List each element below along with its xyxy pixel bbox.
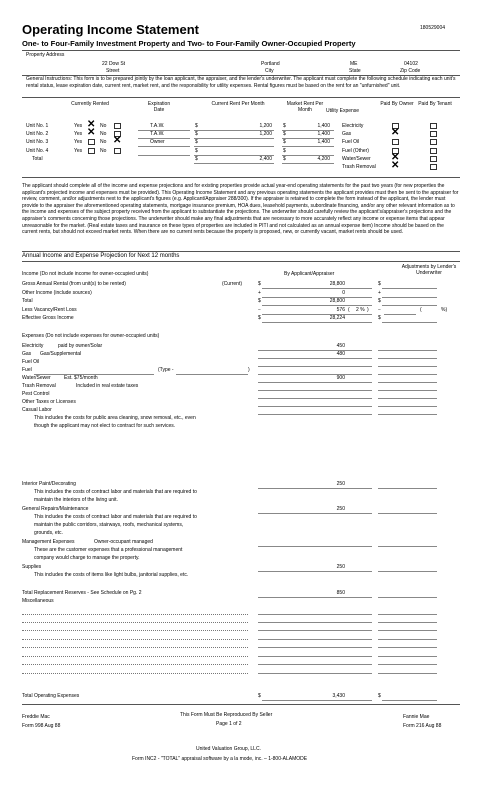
- no-checkbox-checked[interactable]: ✕: [113, 135, 122, 146]
- expense-label: Trash Removal: [22, 383, 56, 389]
- utility-electricity: Electricity: [342, 123, 364, 129]
- reserves-value[interactable]: 850: [336, 590, 345, 596]
- notice-paragraph: The applicant should complete all of the income and expense projections and for existing properties provide actual year-end operating statements for the past two years (for new properties the applicant's projected income and expenses must be provided). This Operating Income Statement and any previous operating statements the applicant provides must then be sent to the appraiser for review, comment, and/or adjustments next to the applicant's figures (e.g. Applicant/Appraiser 288/300). If the appraiser is retained to complete the form instead of the applicant, the lender must provide to the appraiser the aforementioned operating statements, mortgage insurance premium, HOA dues, leasehold payments, subordinate financing, and/or any other relevant information as to the income and expenses of the subject property received from the applicant to substantiate the projections. The underwriter should carefully review the applicant's/appraiser's projections and the appraiser's comments concerning those projections. The underwriter should make any final adjustments that are necessary to more accurately reflect any income or expense items that appear unreasonable for the market. (Real estate taxes and insurance on these types of properties are included in PITI and not calculated as an annual expense item) Income should be based on the current rents, but should not exceed market rents. When there are no current rents because the property is proposed, new, or currently vacant, market rents should be used.: [22, 183, 459, 236]
- gross-rental-value[interactable]: 28,800: [329, 281, 345, 287]
- city-label: City: [265, 68, 274, 74]
- no-checkbox[interactable]: [114, 123, 121, 129]
- management-note[interactable]: Owner-occupant managed: [94, 539, 153, 545]
- paren-open: (: [420, 307, 422, 313]
- dollar-sign: $: [195, 123, 198, 129]
- income-header: Income (Do not include income for owner-occupied units): [22, 271, 149, 277]
- gross-rental-label: Gross Annual Rental (from unit(s) to be rented): [22, 281, 126, 287]
- other-income-label: Other Income (include sources): [22, 290, 92, 296]
- expense-label: Fuel Oil: [22, 359, 40, 365]
- dollar-sign: $: [378, 281, 381, 287]
- expense-label: Casual Labor: [22, 407, 52, 413]
- interior-label: Interior Paint/Decorating: [22, 481, 76, 487]
- owner-checkbox[interactable]: [392, 139, 399, 145]
- yes-label: Yes: [74, 148, 83, 154]
- no-label: No: [100, 139, 107, 145]
- management-label: Management Expenses: [22, 539, 75, 545]
- total-opex-value[interactable]: 3,430: [332, 693, 345, 699]
- dollar-sign: $: [195, 131, 198, 137]
- expiration-value[interactable]: T.A.W.: [150, 123, 165, 129]
- tenant-checkbox[interactable]: [430, 156, 437, 162]
- repairs-description: maintain the public corridors, stairways, roofs, mechanical systems,: [34, 522, 184, 528]
- interior-description: maintain the interiors of the living unit.: [34, 497, 118, 503]
- minus-sign: −: [378, 307, 381, 313]
- casual-labor-description: though the applicant may not elect to contract for such services.: [34, 423, 176, 429]
- percent-close: %): [441, 307, 448, 313]
- street-label: Street: [106, 68, 120, 74]
- total-opex-label: Total Operating Expenses: [22, 693, 80, 699]
- egi-value[interactable]: 28,224: [329, 315, 345, 321]
- owner-checkbox-checked[interactable]: ✕: [391, 127, 400, 138]
- yes-label: Yes: [74, 131, 83, 137]
- applicant-header: By Applicant/Appraiser: [284, 271, 335, 277]
- repairs-value[interactable]: 250: [336, 506, 345, 512]
- no-label: No: [100, 148, 107, 154]
- fuel-type-close: ): [248, 367, 250, 373]
- page-title: Operating Income Statement: [22, 22, 199, 37]
- dollar-sign: $: [258, 315, 261, 321]
- repairs-description: This includes the costs of contract labor and materials that are required to: [34, 514, 197, 520]
- expiration-value[interactable]: T.A.W.: [150, 131, 165, 137]
- expense-note[interactable]: Included in real estate taxes: [76, 383, 139, 389]
- header-paid-tenant: Paid By Tenant: [418, 101, 452, 107]
- zip-value[interactable]: 04102: [404, 61, 418, 67]
- casual-labor-description: This includes the costs for public area cleaning, snow removal, etc., even: [34, 415, 196, 421]
- vendor-software: Form INC2 - "TOTAL" appraisal software by a la mode, inc. – 1-800-ALAMODE: [132, 756, 308, 762]
- header-paid-owner: Paid By Owner: [380, 101, 414, 107]
- yes-checkbox[interactable]: [88, 148, 95, 154]
- header-rented: Currently Rented: [71, 101, 109, 107]
- footer-page: Page 1 of 2: [216, 721, 242, 727]
- interior-description: This includes the costs of contract labor and materials that are required to: [34, 489, 197, 495]
- total-label: Total: [32, 156, 43, 162]
- yes-label: Yes: [74, 139, 83, 145]
- expense-label: Electricity: [22, 343, 44, 349]
- repairs-label: General Repairs/Maintenance: [22, 506, 89, 512]
- utility-fuel-oil: Fuel Oil: [342, 139, 360, 145]
- expense-value[interactable]: 450: [336, 343, 345, 349]
- dollar-sign: $: [195, 156, 198, 162]
- footer-reproduce: This Form Must Be Reproduced By Seller: [180, 712, 273, 718]
- expense-label: Pest Control: [22, 391, 50, 397]
- misc-label: Miscellaneous: [22, 598, 54, 604]
- expense-label: Gas: [22, 351, 32, 357]
- paren-close-pct: ): [367, 307, 369, 313]
- footer-freddie-form: Form 998 Aug 88: [22, 723, 61, 729]
- expense-label: Fuel: [22, 367, 32, 373]
- page-subtitle: One- to Four-Family Investment Property and Two- to Four-Family Owner-Occupied Property: [22, 39, 356, 48]
- tenant-checkbox[interactable]: [430, 164, 437, 170]
- interior-value[interactable]: 250: [336, 481, 345, 487]
- vacancy-label: Less Vacancy/Rent Loss: [22, 307, 77, 313]
- expense-label: Other Taxes or Licenses: [22, 399, 76, 405]
- dollar-sign: $: [283, 156, 286, 162]
- dollar-sign: $: [283, 139, 286, 145]
- total-current-rent[interactable]: 2,400: [259, 156, 272, 162]
- repairs-description: grounds, etc.: [34, 530, 63, 536]
- expiration-value[interactable]: Owner: [150, 139, 165, 145]
- yes-checkbox-checked[interactable]: ✕: [87, 119, 96, 130]
- state-value[interactable]: ME: [350, 61, 358, 67]
- unit-label: Unit No. 2: [26, 131, 49, 137]
- dollar-sign: $: [283, 123, 286, 129]
- footer-fannie-form: Form 216 Aug 88: [403, 723, 442, 729]
- expense-label: Water/Sewer: [22, 375, 51, 381]
- yes-label: Yes: [74, 123, 83, 129]
- street-value[interactable]: 22 Dow St: [102, 61, 126, 67]
- current-rent-value[interactable]: 1,200: [259, 131, 272, 137]
- yes-checkbox[interactable]: [88, 139, 95, 145]
- dollar-sign: $: [378, 693, 381, 699]
- expense-value[interactable]: 900: [336, 375, 345, 381]
- no-checkbox[interactable]: [114, 148, 121, 154]
- header-current-rent: Current Rent Per Month: [211, 101, 265, 107]
- management-description: company would charge to manage the property.: [34, 555, 140, 561]
- dollar-sign: $: [195, 139, 198, 145]
- vacancy-value[interactable]: 576: [336, 307, 345, 313]
- footer-fannie: Fannie Mae: [403, 714, 430, 720]
- zip-label: Zip Code: [400, 68, 421, 74]
- expense-note[interactable]: paid by owner/Solar: [58, 343, 103, 349]
- owner-checkbox-checked[interactable]: ✕: [391, 160, 400, 171]
- supplies-description: This includes the costs of items like light bulbs, janitorial supplies, etc.: [34, 572, 189, 578]
- tenant-checkbox[interactable]: [430, 139, 437, 145]
- egi-label: Effective Gross Income: [22, 315, 74, 321]
- dollar-sign: $: [258, 298, 261, 304]
- income-total-label: Total: [22, 298, 33, 304]
- tenant-checkbox[interactable]: [430, 131, 437, 137]
- vendor-name: United Valuation Group, LLC.: [196, 746, 261, 752]
- expense-value[interactable]: 480: [336, 351, 345, 357]
- no-label: No: [100, 131, 107, 137]
- market-rent-value[interactable]: 1,400: [317, 123, 330, 129]
- market-rent-value[interactable]: 1,400: [317, 139, 330, 145]
- utility-trash-removal: Trash Removal: [342, 164, 376, 170]
- minus-sign: −: [258, 307, 261, 313]
- expense-note[interactable]: Gas/Supplemental: [40, 351, 82, 357]
- dollar-sign: $: [283, 131, 286, 137]
- vacancy-percent[interactable]: 2 %: [356, 307, 365, 313]
- tenant-checkbox[interactable]: [430, 123, 437, 129]
- tenant-checkbox[interactable]: [430, 148, 437, 154]
- utility-fuel-other: Fuel (Other): [342, 148, 369, 154]
- current-tag: (Current): [222, 281, 243, 287]
- adjustments-header: Adjustments by Lender's Underwriter: [401, 264, 457, 276]
- footer-freddie: Freddie Mac: [22, 714, 50, 720]
- plus-sign: +: [258, 290, 261, 296]
- plus-sign: +: [378, 290, 381, 296]
- market-rent-value[interactable]: 1,400: [317, 131, 330, 137]
- dollar-sign: $: [283, 148, 286, 154]
- general-instructions: General Instructions: This form is to be prepared jointly by the loan applicant, the appraiser, and the lender's underwriter. The applicant must complete the following schedule indicating each unit's rental status, lease expiration date, current rent, market rent, and the responsibility for utility expenses. Rental figures must be based on the rent for an "unfurnished" unit.: [26, 76, 456, 89]
- expense-note[interactable]: Est. $75/month: [64, 375, 98, 381]
- expenses-header: Expenses (Do not include expenses for owner-occupied units): [22, 333, 160, 339]
- supplies-value[interactable]: 250: [336, 564, 345, 570]
- form-code: 180529004: [420, 25, 446, 31]
- utility-water-sewer: Water/Sewer: [342, 156, 371, 162]
- owner-checkbox-checked[interactable]: ✕: [391, 152, 400, 163]
- dollar-sign: $: [195, 148, 198, 154]
- total-market-rent[interactable]: 4,200: [317, 156, 330, 162]
- city-value[interactable]: Portland: [261, 61, 280, 67]
- other-income-value[interactable]: 0: [342, 290, 345, 296]
- unit-label: Unit No. 4: [26, 148, 49, 154]
- dollar-sign: $: [258, 693, 261, 699]
- current-rent-value[interactable]: 1,200: [259, 123, 272, 129]
- dollar-sign: $: [378, 315, 381, 321]
- no-label: No: [100, 123, 107, 129]
- supplies-label: Supplies: [22, 564, 42, 570]
- address-label: Property Address: [26, 52, 65, 58]
- state-label: State: [349, 68, 361, 74]
- header-utility: Utility Expense: [326, 108, 360, 114]
- unit-label: Unit No. 3: [26, 139, 49, 145]
- paren-open: (: [348, 307, 350, 313]
- yes-checkbox-checked[interactable]: ✕: [87, 127, 96, 138]
- header-expiration: Expiration Date: [147, 101, 171, 113]
- management-description: These are the customer expenses that a professional management: [34, 547, 183, 553]
- section-title: Annual Income and Expense Projection for Next 12 months: [22, 253, 180, 259]
- dollar-sign: $: [378, 298, 381, 304]
- dollar-sign: $: [258, 281, 261, 287]
- header-market-rent: Market Rent Per Month: [286, 101, 324, 113]
- unit-label: Unit No. 1: [26, 123, 49, 129]
- fuel-type-label: (Type -: [158, 367, 174, 373]
- income-total-value[interactable]: 28,800: [329, 298, 345, 304]
- reserves-label: Total Replacement Reserves - See Schedule on Pg. 2: [22, 590, 142, 596]
- utility-gas: Gas: [342, 131, 352, 137]
